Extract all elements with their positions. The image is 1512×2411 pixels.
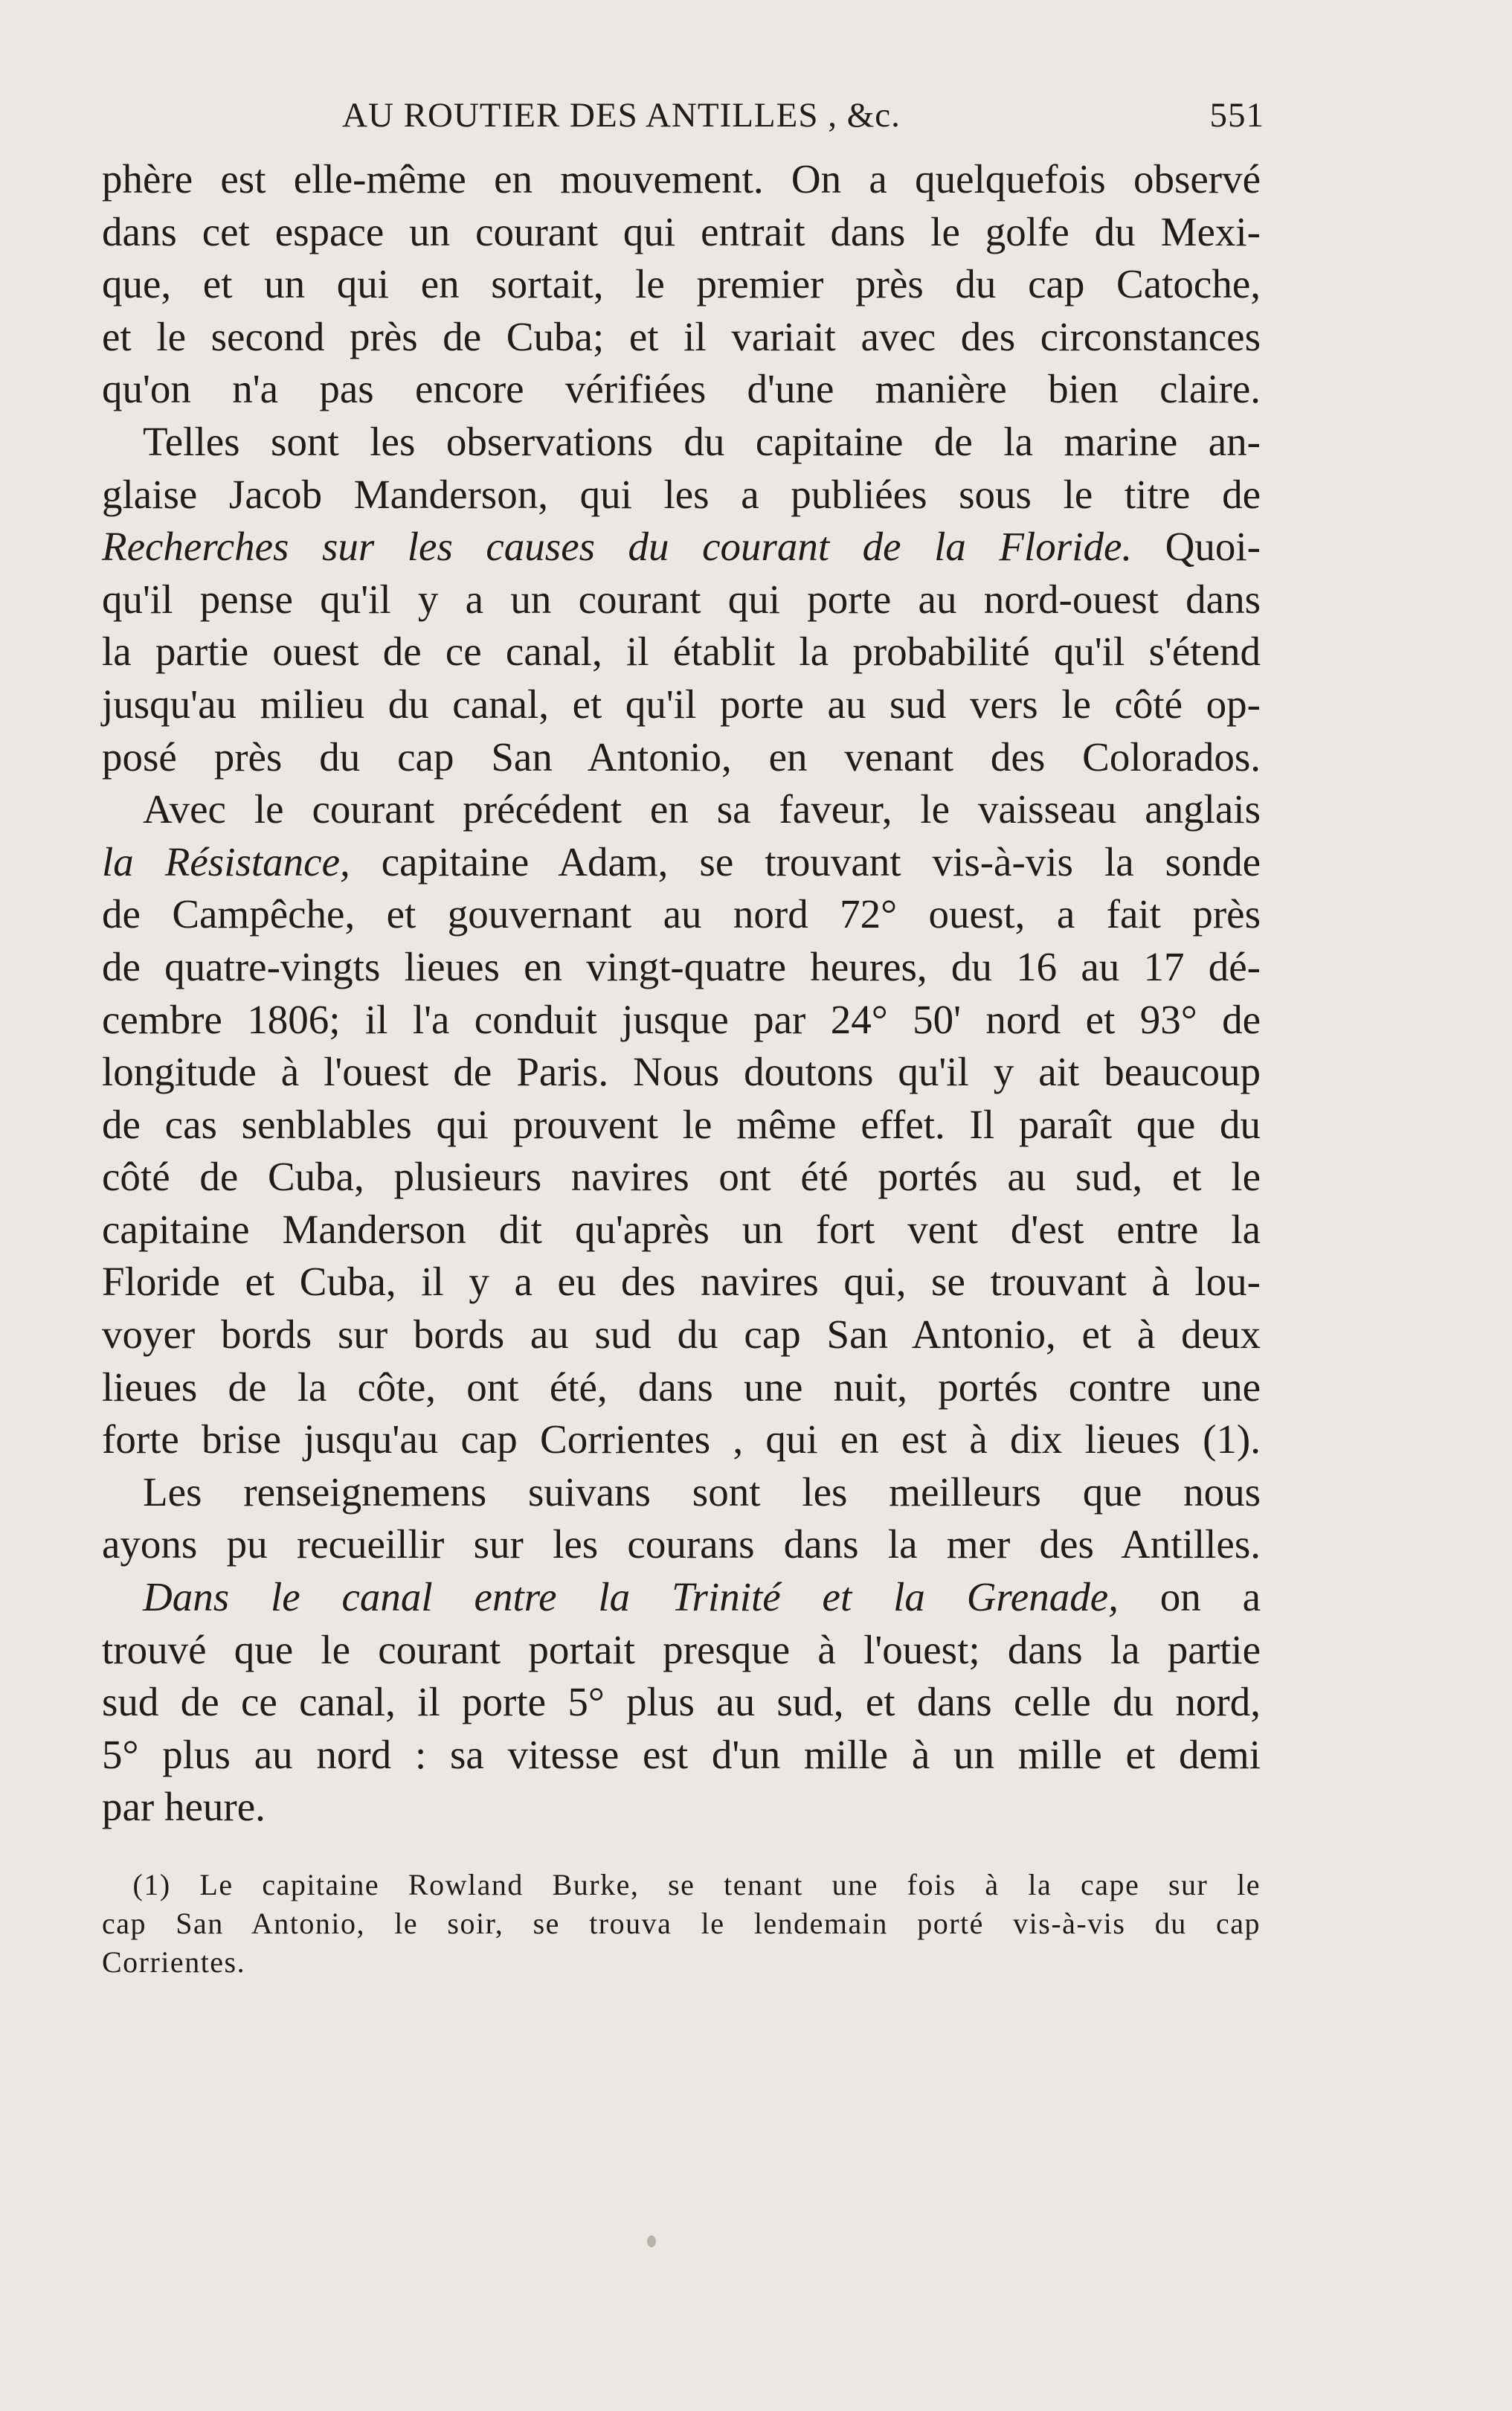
footnote xyxy=(102,1866,1261,1982)
body-line: qu'on n'a pas encore vérifiées d'une manière bien claire. xyxy=(102,366,1261,412)
body-line: la Résistance, capitaine Adam, se trouvant vis-à-vis la sonde xyxy=(102,838,1261,885)
body-line: lieues de la côte, ont été, dans une nuit, portés contre une xyxy=(102,1364,1261,1410)
body-line: Floride et Cuba, il y a eu des navires qui, se trouvant à lou- xyxy=(102,1259,1261,1305)
body-line: capitaine Manderson dit qu'après un fort vent d'est entre la xyxy=(102,1206,1261,1252)
body-line: ayons pu recueillir sur les courans dans la mer des Antilles. xyxy=(102,1521,1261,1567)
body-line: de cas senblables qui prouvent le même effet. Il paraît que du xyxy=(102,1101,1261,1147)
running-head: AU ROUTIER DES ANTILLES , &c. xyxy=(342,96,901,135)
body-line: qu'il pense qu'il y a un courant qui porte au nord-ouest dans xyxy=(102,576,1261,622)
body-line: de Campêche, et gouvernant au nord 72° ouest, a fait près xyxy=(102,891,1261,937)
body-line: longitude à l'ouest de Paris. Nous doutons qu'il y ait beaucoup xyxy=(102,1049,1261,1095)
page-number: 551 xyxy=(1209,96,1264,135)
body-line: cembre 1806; il l'a conduit jusque par 24° 50' nord et 93° de xyxy=(102,996,1261,1042)
body-line: sud de ce canal, il porte 5° plus au sud, et dans celle du nord, xyxy=(102,1679,1261,1725)
footnote-line: Corrientes. xyxy=(102,1945,246,1979)
body-line: forte brise jusqu'au cap Corrientes , qui en est à dix lieues (1). xyxy=(102,1416,1261,1463)
footnote-line: cap San Antonio, le soir, se trouva le lendemain porté vis-à-vis du cap xyxy=(102,1907,1261,1940)
body-line: par heure. xyxy=(102,1784,266,1830)
body-line: 5° plus au nord : sa vitesse est d'un mille à un mille et demi xyxy=(102,1731,1261,1777)
body-line: dans cet espace un courant qui entrait dans le golfe du Mexi- xyxy=(102,208,1261,254)
body-line: posé près du cap San Antonio, en venant des Colorados. xyxy=(102,733,1261,780)
body-line: Recherches sur les causes du courant de la Floride. Quoi- xyxy=(102,524,1261,570)
body-line: jusqu'au milieu du canal, et qu'il porte au sud vers le côté op- xyxy=(102,681,1261,727)
body-line: la partie ouest de ce canal, il établit la probabilité qu'il s'étend xyxy=(102,629,1261,675)
body-line: trouvé que le courant portait presque à l'ouest; dans la partie xyxy=(102,1626,1261,1672)
body-line: côté de Cuba, plusieurs navires ont été portés au sud, et le xyxy=(102,1154,1261,1200)
body-line: voyer bords sur bords au sud du cap San Antonio, et à deux xyxy=(102,1312,1261,1358)
body-line: et le second près de Cuba; et il variait avec des circonstances xyxy=(102,313,1261,359)
body-line: Telles sont les observations du capitaine de la marine an- xyxy=(102,418,1261,464)
body-line: Avec le courant précédent en sa faveur, le vaisseau anglais xyxy=(102,786,1261,832)
paper-spot xyxy=(647,2235,656,2247)
page-header xyxy=(342,95,1264,135)
body-line: glaise Jacob Manderson, qui les a publiées sous le titre de xyxy=(102,471,1261,517)
body-line: Les renseignemens suivans sont les meilleurs que nous xyxy=(102,1468,1261,1515)
body-line: que, et un qui en sortait, le premier près du cap Catoche, xyxy=(102,261,1261,307)
footnote-line: (1) Le capitaine Rowland Burke, se tenant une fois à la cape sur le xyxy=(102,1868,1261,1901)
body-line: phère est elle-même en mouvement. On a quelquefois observé xyxy=(102,156,1261,202)
body-line: Dans le canal entre la Trinité et la Grenade, on a xyxy=(143,1574,1261,1620)
body-text xyxy=(102,153,1261,1834)
body-line: de quatre-vingts lieues en vingt-quatre heures, du 16 au 17 dé- xyxy=(102,943,1261,989)
